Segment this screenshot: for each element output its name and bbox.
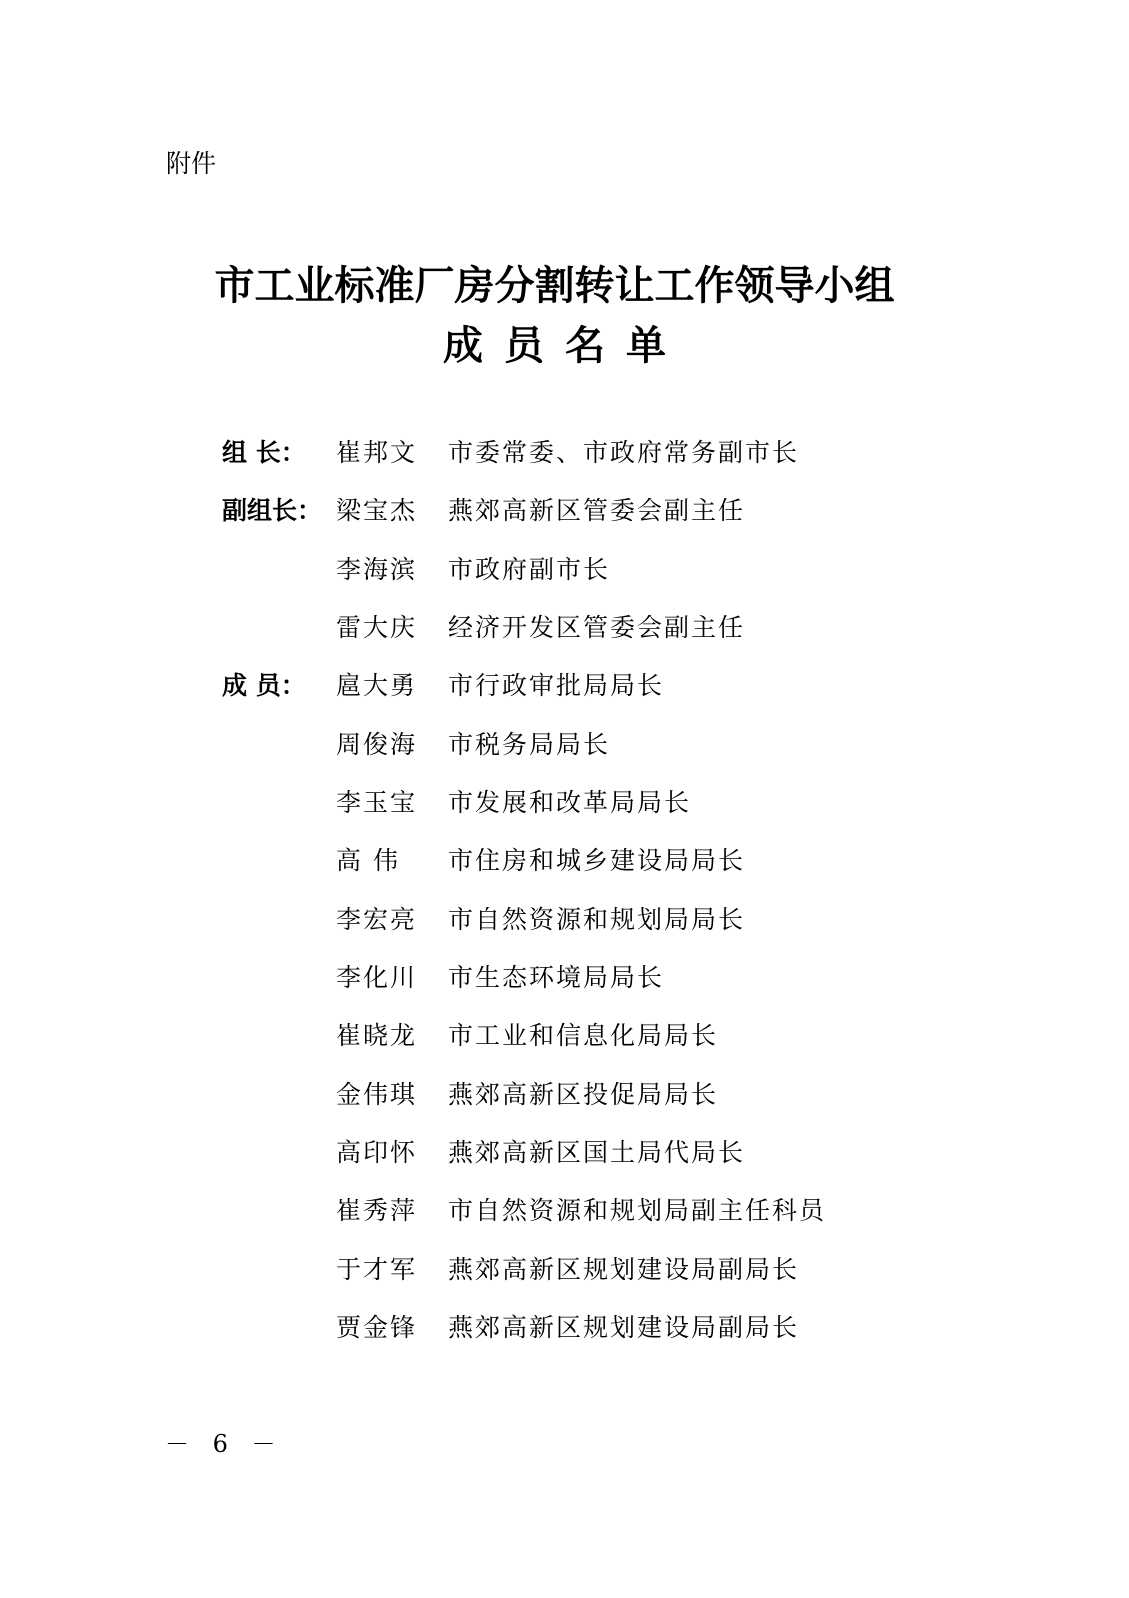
member-name: 贾金锋 xyxy=(336,1313,418,1342)
member-position: 经济开发区管委会副主任 xyxy=(448,613,746,642)
member-row xyxy=(0,550,1129,590)
member-name: 雷大庆 xyxy=(336,613,418,642)
member-position: 市政府副市长 xyxy=(448,555,611,584)
member-row xyxy=(0,725,1129,765)
member-name: 李化川 xyxy=(336,963,418,992)
member-position: 燕郊高新区管委会副主任 xyxy=(448,496,746,525)
page-number: － 6 － xyxy=(165,1430,284,1458)
member-role: 成 员： xyxy=(222,671,306,700)
member-position: 燕郊高新区规划建设局副局长 xyxy=(448,1255,800,1284)
member-position: 市委常委、市政府常务副市长 xyxy=(448,438,800,467)
member-position: 市住房和城乡建设局局长 xyxy=(448,846,746,875)
member-name: 崔秀萍 xyxy=(336,1196,418,1225)
member-position: 燕郊高新区投促局局长 xyxy=(448,1080,719,1109)
member-row xyxy=(0,608,1129,648)
member-row xyxy=(0,1250,1129,1290)
member-row xyxy=(0,1075,1129,1115)
member-name: 于才军 xyxy=(336,1255,418,1284)
member-position: 市生态环境局局长 xyxy=(448,963,665,992)
member-role: 副组长： xyxy=(222,496,323,525)
member-role: 组 长： xyxy=(222,438,306,467)
member-row xyxy=(0,1191,1129,1231)
member-name: 金伟琪 xyxy=(336,1080,418,1109)
document-title: 市工业标准厂房分割转让工作领导小组 xyxy=(214,263,895,309)
member-row xyxy=(0,783,1129,823)
member-name: 崔晓龙 xyxy=(336,1021,418,1050)
member-position: 市发展和改革局局长 xyxy=(448,788,692,817)
member-row xyxy=(0,1308,1129,1348)
member-position: 市税务局局长 xyxy=(448,730,611,759)
document-subtitle: 成员名单 xyxy=(443,323,687,369)
member-position: 燕郊高新区规划建设局副局长 xyxy=(448,1313,800,1342)
member-row xyxy=(0,666,1129,706)
member-row xyxy=(0,1016,1129,1056)
member-name: 扈大勇 xyxy=(336,671,418,700)
member-row xyxy=(0,841,1129,881)
member-name: 李宏亮 xyxy=(336,905,418,934)
member-name: 高 伟 xyxy=(336,846,400,875)
member-position: 市工业和信息化局局长 xyxy=(448,1021,719,1050)
member-row xyxy=(0,491,1129,531)
member-row xyxy=(0,1133,1129,1173)
member-name: 高印怀 xyxy=(336,1138,418,1167)
member-position: 市行政审批局局长 xyxy=(448,671,665,700)
member-name: 崔邦文 xyxy=(336,438,418,467)
member-name: 李海滨 xyxy=(336,555,418,584)
member-name: 梁宝杰 xyxy=(336,496,418,525)
member-name: 周俊海 xyxy=(336,730,418,759)
member-row xyxy=(0,958,1129,998)
member-position: 市自然资源和规划局副主任科员 xyxy=(448,1196,827,1225)
member-row xyxy=(0,433,1129,473)
member-position: 燕郊高新区国土局代局长 xyxy=(448,1138,746,1167)
member-position: 市自然资源和规划局局长 xyxy=(448,905,746,934)
member-name: 李玉宝 xyxy=(336,788,418,817)
attachment-label: 附件 xyxy=(166,149,217,178)
member-row xyxy=(0,900,1129,940)
